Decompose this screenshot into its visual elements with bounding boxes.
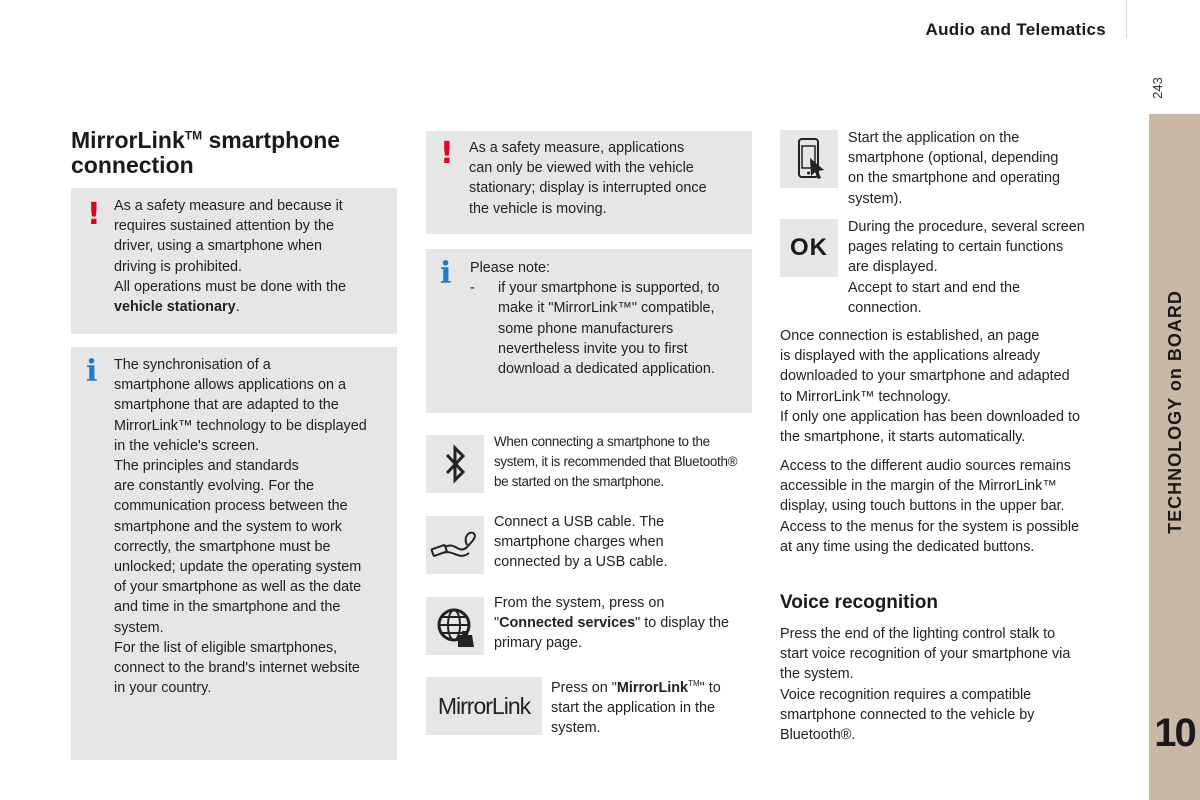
voice-recognition-heading: Voice recognition — [780, 592, 939, 613]
note-title: Please note: — [470, 260, 551, 276]
ok-step-text — [848, 217, 1110, 318]
text-line: The principles and standards — [114, 458, 299, 475]
left-info-box — [71, 347, 397, 760]
audio-sources-paragraph — [780, 456, 1110, 557]
connected-services-step-text — [494, 593, 756, 654]
text-line: All operations must be done with the — [114, 278, 346, 295]
section-title — [71, 128, 401, 178]
text-line: Access to the different audio sources remains — [780, 458, 1071, 474]
connection-established-paragraph — [780, 326, 1110, 447]
ok-icon: OK — [780, 219, 838, 277]
left-warning-box — [71, 188, 397, 334]
bullet-text — [498, 278, 720, 379]
bullet-dash: - — [470, 280, 475, 297]
text-line: to MirrorLink™ technology. — [780, 388, 951, 405]
text-rest: " to display the — [635, 615, 729, 632]
text-line: nevertheless invite you to first — [498, 340, 688, 357]
connected-services-icon — [426, 597, 484, 655]
mid-info-text — [470, 258, 748, 379]
usb-cable-icon — [426, 516, 484, 574]
bluetooth-step-text — [494, 432, 756, 492]
text-line: When connecting a smartphone to the — [494, 434, 710, 449]
text-line: From the system, press on — [494, 595, 665, 611]
text-line: is displayed with the applications already — [780, 348, 1040, 365]
tm-mark: TM — [688, 679, 700, 688]
text-line: if your smartphone is supported, to — [498, 280, 720, 297]
text-line: system. — [551, 720, 601, 737]
header-divider — [1126, 0, 1127, 38]
text-line: Access to the menus for the system is possible — [780, 518, 1080, 535]
text-line: some phone manufacturers — [498, 320, 674, 337]
text-line: driving is prohibited. — [114, 258, 242, 275]
text-line: at any time using the dedicated buttons. — [780, 538, 1035, 555]
text-line: in your country. — [114, 680, 212, 697]
text-line: in the vehicle's screen. — [114, 437, 260, 454]
text-line — [114, 297, 390, 317]
left-info-text — [114, 355, 394, 698]
mid-warning-text — [469, 138, 749, 219]
text-line: system. — [114, 619, 164, 636]
text-line: start voice recognition of your smartphone via — [780, 646, 1071, 663]
text-line: of your smartphone as well as the date — [114, 579, 362, 596]
text-line: connection. — [848, 299, 922, 316]
note-bullet — [470, 278, 748, 379]
warning-icon: ! — [440, 136, 454, 171]
text-line: on the smartphone and operating — [848, 170, 1061, 187]
text-line: If only one application has been downloaded to — [780, 408, 1081, 425]
text-line: download a dedicated application. — [498, 361, 715, 378]
bluetooth-icon — [426, 435, 484, 493]
text-line: smartphone allows applications on a — [114, 377, 346, 394]
text-line: primary page. — [494, 635, 582, 652]
text-post: " to — [699, 679, 721, 696]
text-end: . — [235, 299, 240, 316]
text-line: are displayed. — [848, 259, 938, 276]
text-line: MirrorLink™ technology to be displayed — [114, 417, 367, 434]
info-icon: i — [86, 354, 98, 389]
text-line: As a safety measure and because it — [114, 198, 343, 214]
chapter-side-tab — [1149, 114, 1200, 800]
text-line: connect to the brand's internet website — [114, 660, 360, 677]
mirrorlink-label: MirrorLink — [616, 679, 689, 696]
text-line: pages relating to certain functions — [848, 239, 1064, 256]
text-line: Voice recognition requires a compatible — [780, 686, 1032, 703]
quote-open: " — [494, 615, 500, 632]
text-line: During the procedure, several screen — [848, 219, 1085, 235]
text-line: display, using touch buttons in the upper bar. — [780, 498, 1065, 515]
usb-step-text — [494, 512, 750, 573]
info-icon: i — [440, 256, 452, 291]
side-tab-label: TECHNOLOGY on BOARD — [1165, 290, 1185, 534]
voice-recognition-text — [780, 624, 1110, 745]
mid-warning-box — [426, 131, 752, 234]
text-line: smartphone connected to the vehicle by — [780, 706, 1035, 723]
text-line: the smartphone, it starts automatically. — [780, 429, 1026, 446]
section-title-tm: TM — [184, 128, 203, 143]
text-line: unlocked; update the operating system — [114, 559, 362, 576]
text-line: Bluetooth®. — [780, 727, 856, 744]
section-title-suffix: smartphone connection — [71, 127, 341, 178]
chapter-header-title: Audio and Telematics — [925, 20, 1106, 39]
start-app-step-text — [848, 128, 1110, 209]
text-line: connected by a USB cable. — [494, 554, 668, 571]
text-line: be started on the smartphone. — [494, 474, 664, 489]
text-line: Accept to start and end the — [848, 279, 1020, 296]
text-line: smartphone that are adapted to the — [114, 397, 339, 414]
mid-info-box — [426, 249, 752, 413]
text-line: smartphone (optional, depending — [848, 150, 1059, 167]
text-line: As a safety measure, applications — [469, 140, 685, 156]
text-line: system, it is recommended that Bluetooth® — [494, 454, 738, 469]
text-line: communication process between the — [114, 498, 348, 515]
text-line: driver, using a smartphone when — [114, 238, 322, 255]
page-number: 243 — [1150, 77, 1165, 99]
text-line: requires sustained attention by the — [114, 218, 334, 235]
mirrorlink-step-text — [551, 674, 751, 738]
text-line: and time in the smartphone and the — [114, 599, 341, 616]
text-line: Start the application on the — [848, 130, 1020, 146]
chapter-number: 10 — [1154, 711, 1195, 755]
text-line: stationary; display is interrupted once — [469, 180, 707, 197]
text-line: can only be viewed with the vehicle — [469, 160, 694, 177]
text-line: smartphone charges when — [494, 534, 664, 551]
warning-icon: ! — [87, 197, 101, 232]
text-line: downloaded to your smartphone and adapted — [780, 368, 1070, 385]
left-warning-text — [114, 196, 390, 317]
text-line — [494, 613, 756, 633]
bold-phrase: vehicle stationary — [114, 299, 236, 316]
text-line: the vehicle is moving. — [469, 200, 607, 217]
text-line: accessible in the margin of the MirrorLink™ — [780, 478, 1057, 495]
mirrorlink-logo — [426, 677, 542, 735]
text-line: Connect a USB cable. The — [494, 514, 665, 530]
text-line: Press the end of the lighting control stalk to — [780, 626, 1056, 642]
text-pre: Press on " — [551, 679, 617, 696]
text-line — [551, 674, 751, 698]
text-line: system). — [848, 190, 903, 207]
text-line: smartphone and the system to work — [114, 518, 342, 535]
text-line: correctly, the smartphone must be — [114, 538, 331, 555]
text-line: start the application in the — [551, 700, 715, 716]
text-line: For the list of eligible smartphones, — [114, 639, 338, 656]
mirrorlink-logo-text: MirrorLink — [437, 692, 531, 719]
text-line: make it "MirrorLink™" compatible, — [498, 300, 715, 317]
text-line: The synchronisation of a — [114, 357, 271, 373]
text-line: Once connection is established, an page — [780, 328, 1040, 344]
section-title-prefix: MirrorLink — [71, 127, 185, 153]
text-line: are constantly evolving. For the — [114, 478, 314, 495]
smartphone-touch-icon — [780, 130, 838, 188]
text-line: the system. — [780, 666, 854, 683]
connected-services-label: Connected services — [499, 615, 636, 632]
